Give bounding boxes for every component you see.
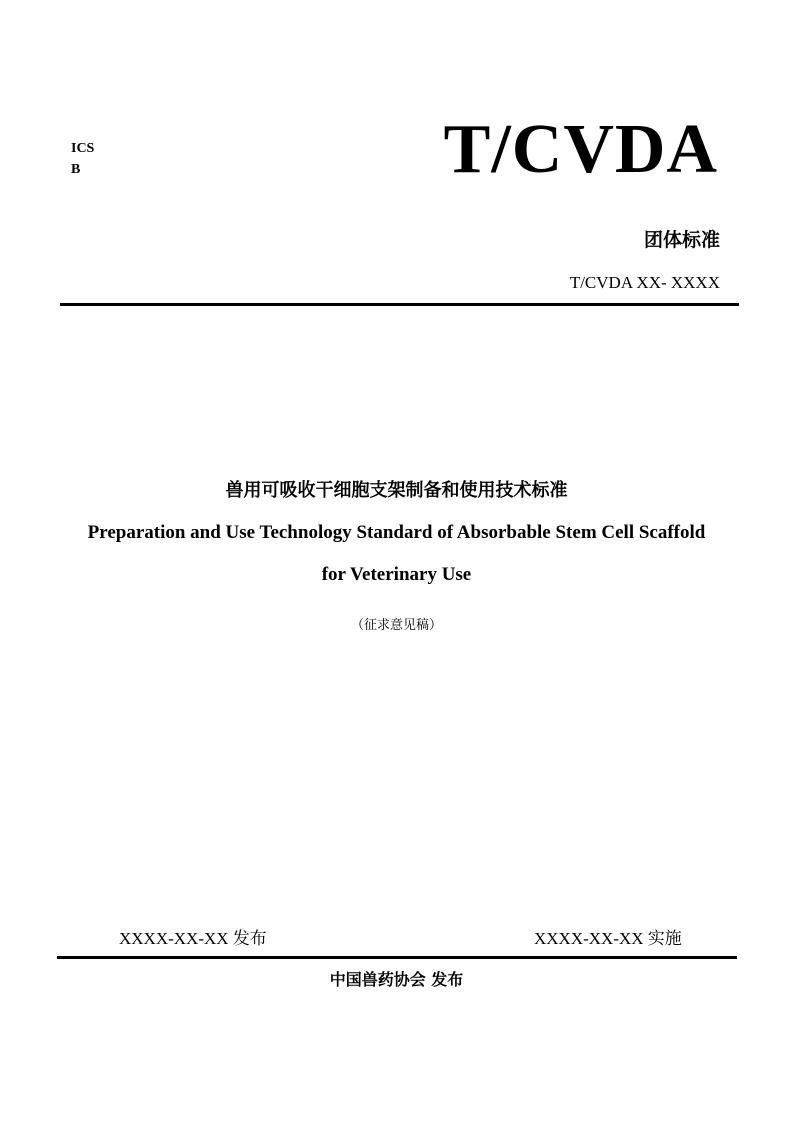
title-chinese: 兽用可吸收干细胞支架制备和使用技术标准	[225, 480, 568, 501]
standard-type: 团体标准	[643, 229, 720, 251]
standard-number: T/CVDA XX- XXXX	[569, 273, 720, 292]
standard-mark: T/CVDA	[443, 111, 718, 188]
footer-divider	[57, 956, 737, 959]
ics-code: ICS	[71, 141, 95, 156]
implementation-date: XXXX-XX-XX 实施	[534, 929, 682, 948]
header-divider	[60, 303, 739, 306]
issue-date: XXXX-XX-XX 发布	[119, 929, 267, 948]
title-english-line-1: Preparation and Use Technology Standard of Absorbable Stem Cell Scaffold	[87, 522, 706, 543]
ccs-code: B	[71, 162, 81, 177]
publisher: 中国兽药协会 发布	[329, 970, 464, 989]
title-english-line-2: for Veterinary Use	[321, 564, 472, 585]
draft-note: （征求意见稿）	[350, 618, 442, 633]
